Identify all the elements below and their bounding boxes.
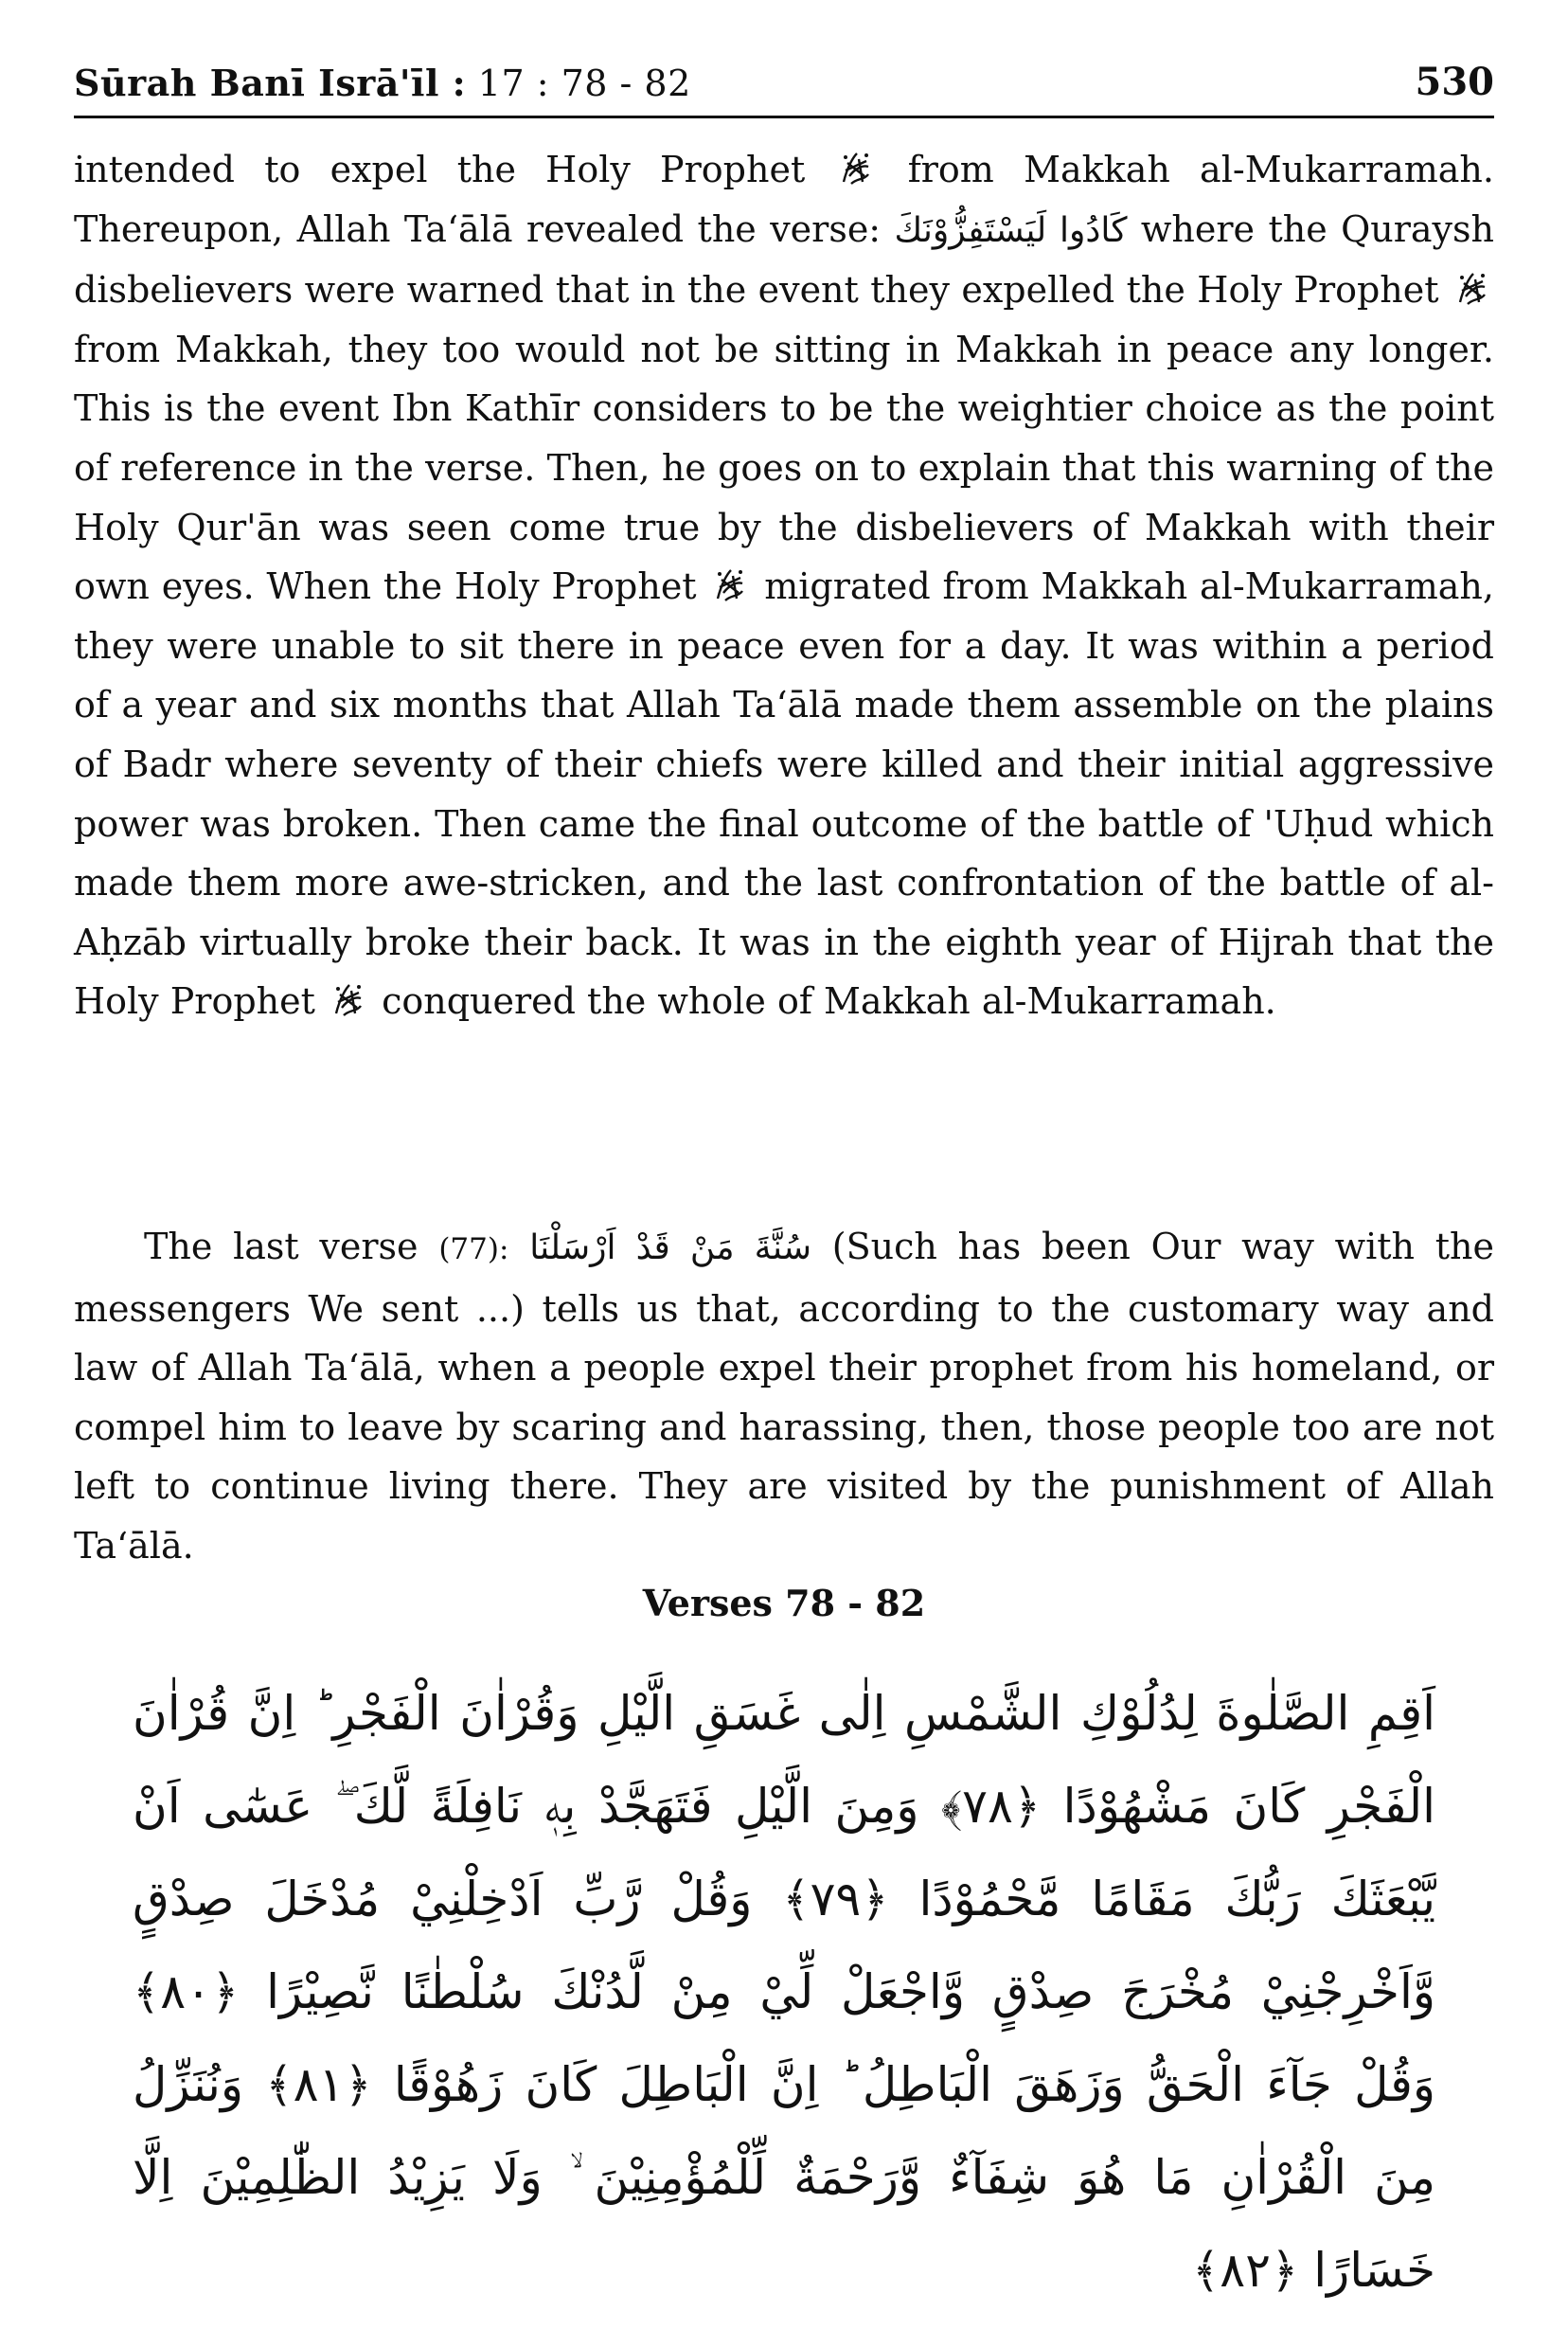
salutation-calligraphy-icon — [712, 564, 748, 604]
paragraph-1-text-b: from Makkah al-Mukarramah. Thereupon, Allah Ta‘ālā revealed the verse: — [74, 149, 1494, 250]
paragraph-1-text-c: where the Quraysh disbelievers were warned that in the event they expelled the Holy Prophet — [74, 207, 1494, 312]
running-header — [74, 47, 1494, 104]
salutation-calligraphy-icon — [330, 979, 366, 1019]
arabic-verses-block — [133, 1667, 1435, 2317]
verse-line: خَسَارًا ﴿۸۲﴾ — [1192, 2243, 1435, 2298]
surah-name: Sūrah Banī Isrā'īl : — [74, 62, 467, 104]
paragraph-1 — [74, 140, 1494, 1031]
salutation-calligraphy-icon — [838, 148, 874, 188]
verse-line: وَّاَخْرِجْنِيْ مُخْرَجَ صِدْقٍ وَّاجْعَلْ لِّيْ مِنْ لَّدُنْكَ سُلْطٰنًا نَّصِيْرًا ﴿۸۰﴾ — [133, 1964, 1435, 2019]
verse-reference: (77): — [438, 1232, 509, 1266]
verse-line: مِنَ الْقُرْاٰنِ مَا هُوَ شِفَآءٌ وَّرَحْمَةٌ لِّلْمُؤْمِنِيْنَ ۙ وَلَا يَزِيْدُ الظّٰلِمِيْنَ اِلَّا — [133, 2150, 1435, 2205]
page-number: 530 — [1415, 60, 1494, 104]
verse-line: الْفَجْرِ كَانَ مَشْهُوْدًا ﴿۷۸﴾ وَمِنَ الَّيْلِ فَتَهَجَّدْ بِهٖ نَافِلَةً لَّكَ ۖ عَسٰٓى اَنْ — [133, 1779, 1435, 1834]
header-rule — [74, 116, 1494, 118]
verse-line: اَقِمِ الصَّلٰوةَ لِدُلُوْكِ الشَّمْسِ اِلٰى غَسَقِ الَّيْلِ وَقُرْاٰنَ الْفَجْرِ ؕ اِنَّ قُرْاٰنَ — [133, 1686, 1435, 1741]
verse-line: يَّبْعَثَكَ رَبُّكَ مَقَامًا مَّحْمُوْدًا ﴿۷۹﴾ وَقُلْ رَّبِّ اَدْخِلْنِيْ مُدْخَلَ صِدْقٍ — [133, 1872, 1435, 1926]
paragraph-1-text-e: migrated from Makkah al-Mukarramah, they were unable to sit there in peace even for a day. It was within a period of a year and six months that Allah Ta‘ālā made them assemble on the plains of Badr where seventy of their chiefs were killed and their initial aggressive power was broken. Then came the final outcome of the battle of 'Uḥud which made them more awe-stricken, and the last confrontation of the battle of al-Aḥzāb virtually broke their back. It was in the eighth year of Hijrah that the Holy Prophet — [74, 565, 1494, 1023]
paragraph-2-text-a: The last verse — [144, 1226, 419, 1267]
paragraph-2 — [74, 1217, 1494, 1576]
verse-range: 17 : 78 - 82 — [466, 63, 691, 104]
paragraph-2-text-b: (Such has been Our way with the messengers We sent ...) tells us that, according to the customary way and law of Allah Ta‘ālā, when a people expel their prophet from his homeland, or compel him to leave by scaring and harassing, then, those people too are not left to continue living there. They are visited by the punishment of Allah Ta‘ālā. — [74, 1226, 1494, 1567]
paragraph-1-text-f: conquered the whole of Makkah al-Mukarramah. — [382, 980, 1276, 1023]
quran-quote-inline: كَادُوا لَيَسْتَفِزُّوْنَكَ — [894, 210, 1128, 250]
paragraph-1-text-a: intended to expel the Holy Prophet — [74, 149, 806, 190]
section-heading: Verses 78 - 82 — [642, 1582, 926, 1624]
surah-title — [74, 62, 691, 104]
salutation-calligraphy-icon — [1454, 268, 1490, 308]
paragraph-1-text-d: from Makkah, they too would not be sitting in Makkah in peace any longer. This is the event Ibn Kathīr considers to be the weightier choice as the point of reference in the verse. Then, he goes on to explain that this warning of the Holy Qur'ān was seen come true by the disbelievers of Makkah with their own eyes. When the Holy Prophet — [74, 328, 1494, 608]
quran-quote-inline: سُنَّةَ مَنْ قَدْ اَرْسَلْنَا — [529, 1228, 812, 1267]
verse-line: وَقُلْ جَآءَ الْحَقُّ وَزَهَقَ الْبَاطِلُ ؕ اِنَّ الْبَاطِلَ كَانَ زَهُوْقًا ﴿۸۱﴾ وَنُنَزِّلُ — [133, 2057, 1435, 2112]
